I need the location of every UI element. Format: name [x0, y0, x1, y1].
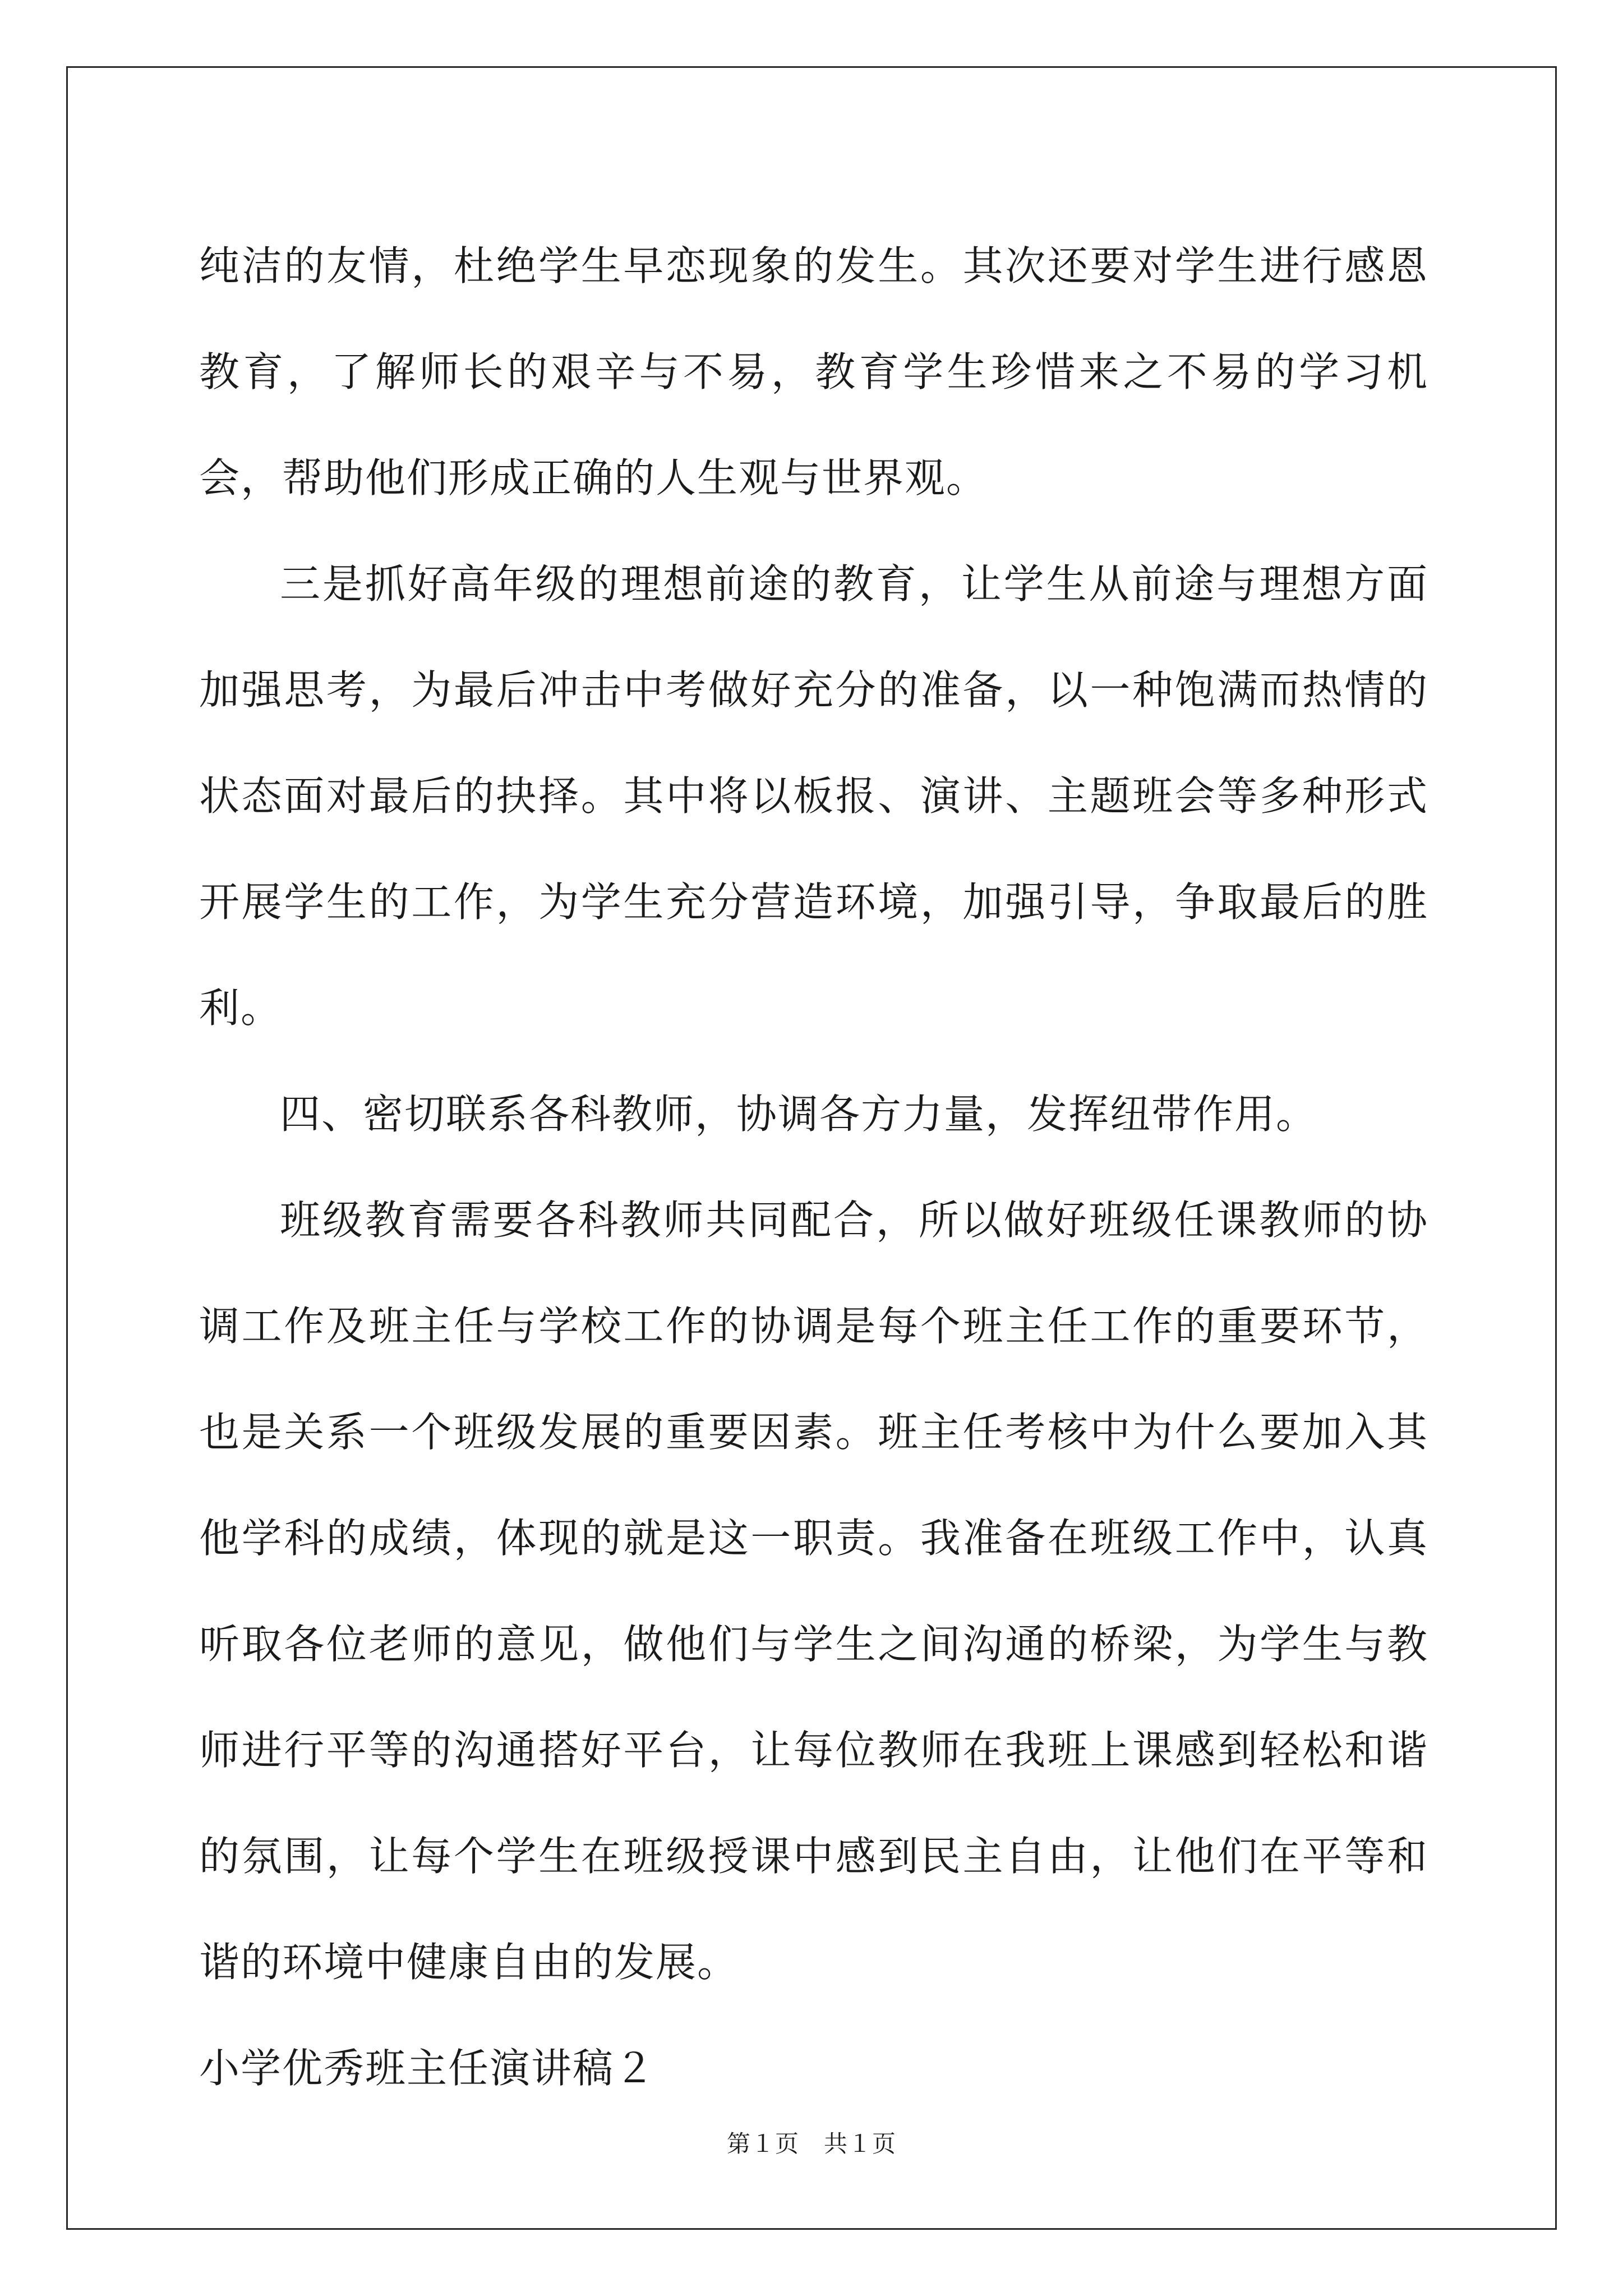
paragraph-3: 四、密切联系各科教师，协调各方力量，发挥纽带作用。 [280, 1091, 1318, 1138]
page-footer [0, 2127, 1623, 2161]
paragraph-2: 三是抓好高年级的理想前途的教育，让学生从前途与理想方面加强思考，为最后冲击中考做好充分的准备，以一种饱满而热情的状态面对最后的抉择。其中将以板报、演讲、主题班会等多种形式开展学生的工作，为学生充分营造环境，加强引导，争取最后的胜利。 [199, 560, 1428, 1032]
page-number-current: 第１页 [726, 2130, 799, 2157]
document-body [199, 213, 1428, 2122]
paragraph-1: 纯洁的友情，杜绝学生早恋现象的发生。其次还要对学生进行感恩教育，了解师长的艰辛与不易，教育学生珍惜来之不易的学习机会，帮助他们形成正确的人生观与世界观。 [199, 242, 1428, 501]
page-number-total: 共１页 [824, 2130, 897, 2157]
paragraph-4: 班级教育需要各科教师共同配合，所以做好班级任课教师的协调工作及班主任与学校工作的协调是每个班主任工作的重要环节，也是关系一个班级发展的重要因素。班主任考核中为什么要加入其他学科的成绩，体现的就是这一职责。我准备在班级工作中，认真听取各位老师的意见，做他们与学生之间沟通的桥梁，为学生与教师进行平等的沟通搭好平台，让每位教师在我班上课感到轻松和谐的氛围，让每个学生在班级授课中感到民主自由，让他们在平等和谐的环境中健康自由的发展。 [199, 1197, 1428, 1986]
section-heading: 小学优秀班主任演讲稿２ [199, 2045, 656, 2092]
